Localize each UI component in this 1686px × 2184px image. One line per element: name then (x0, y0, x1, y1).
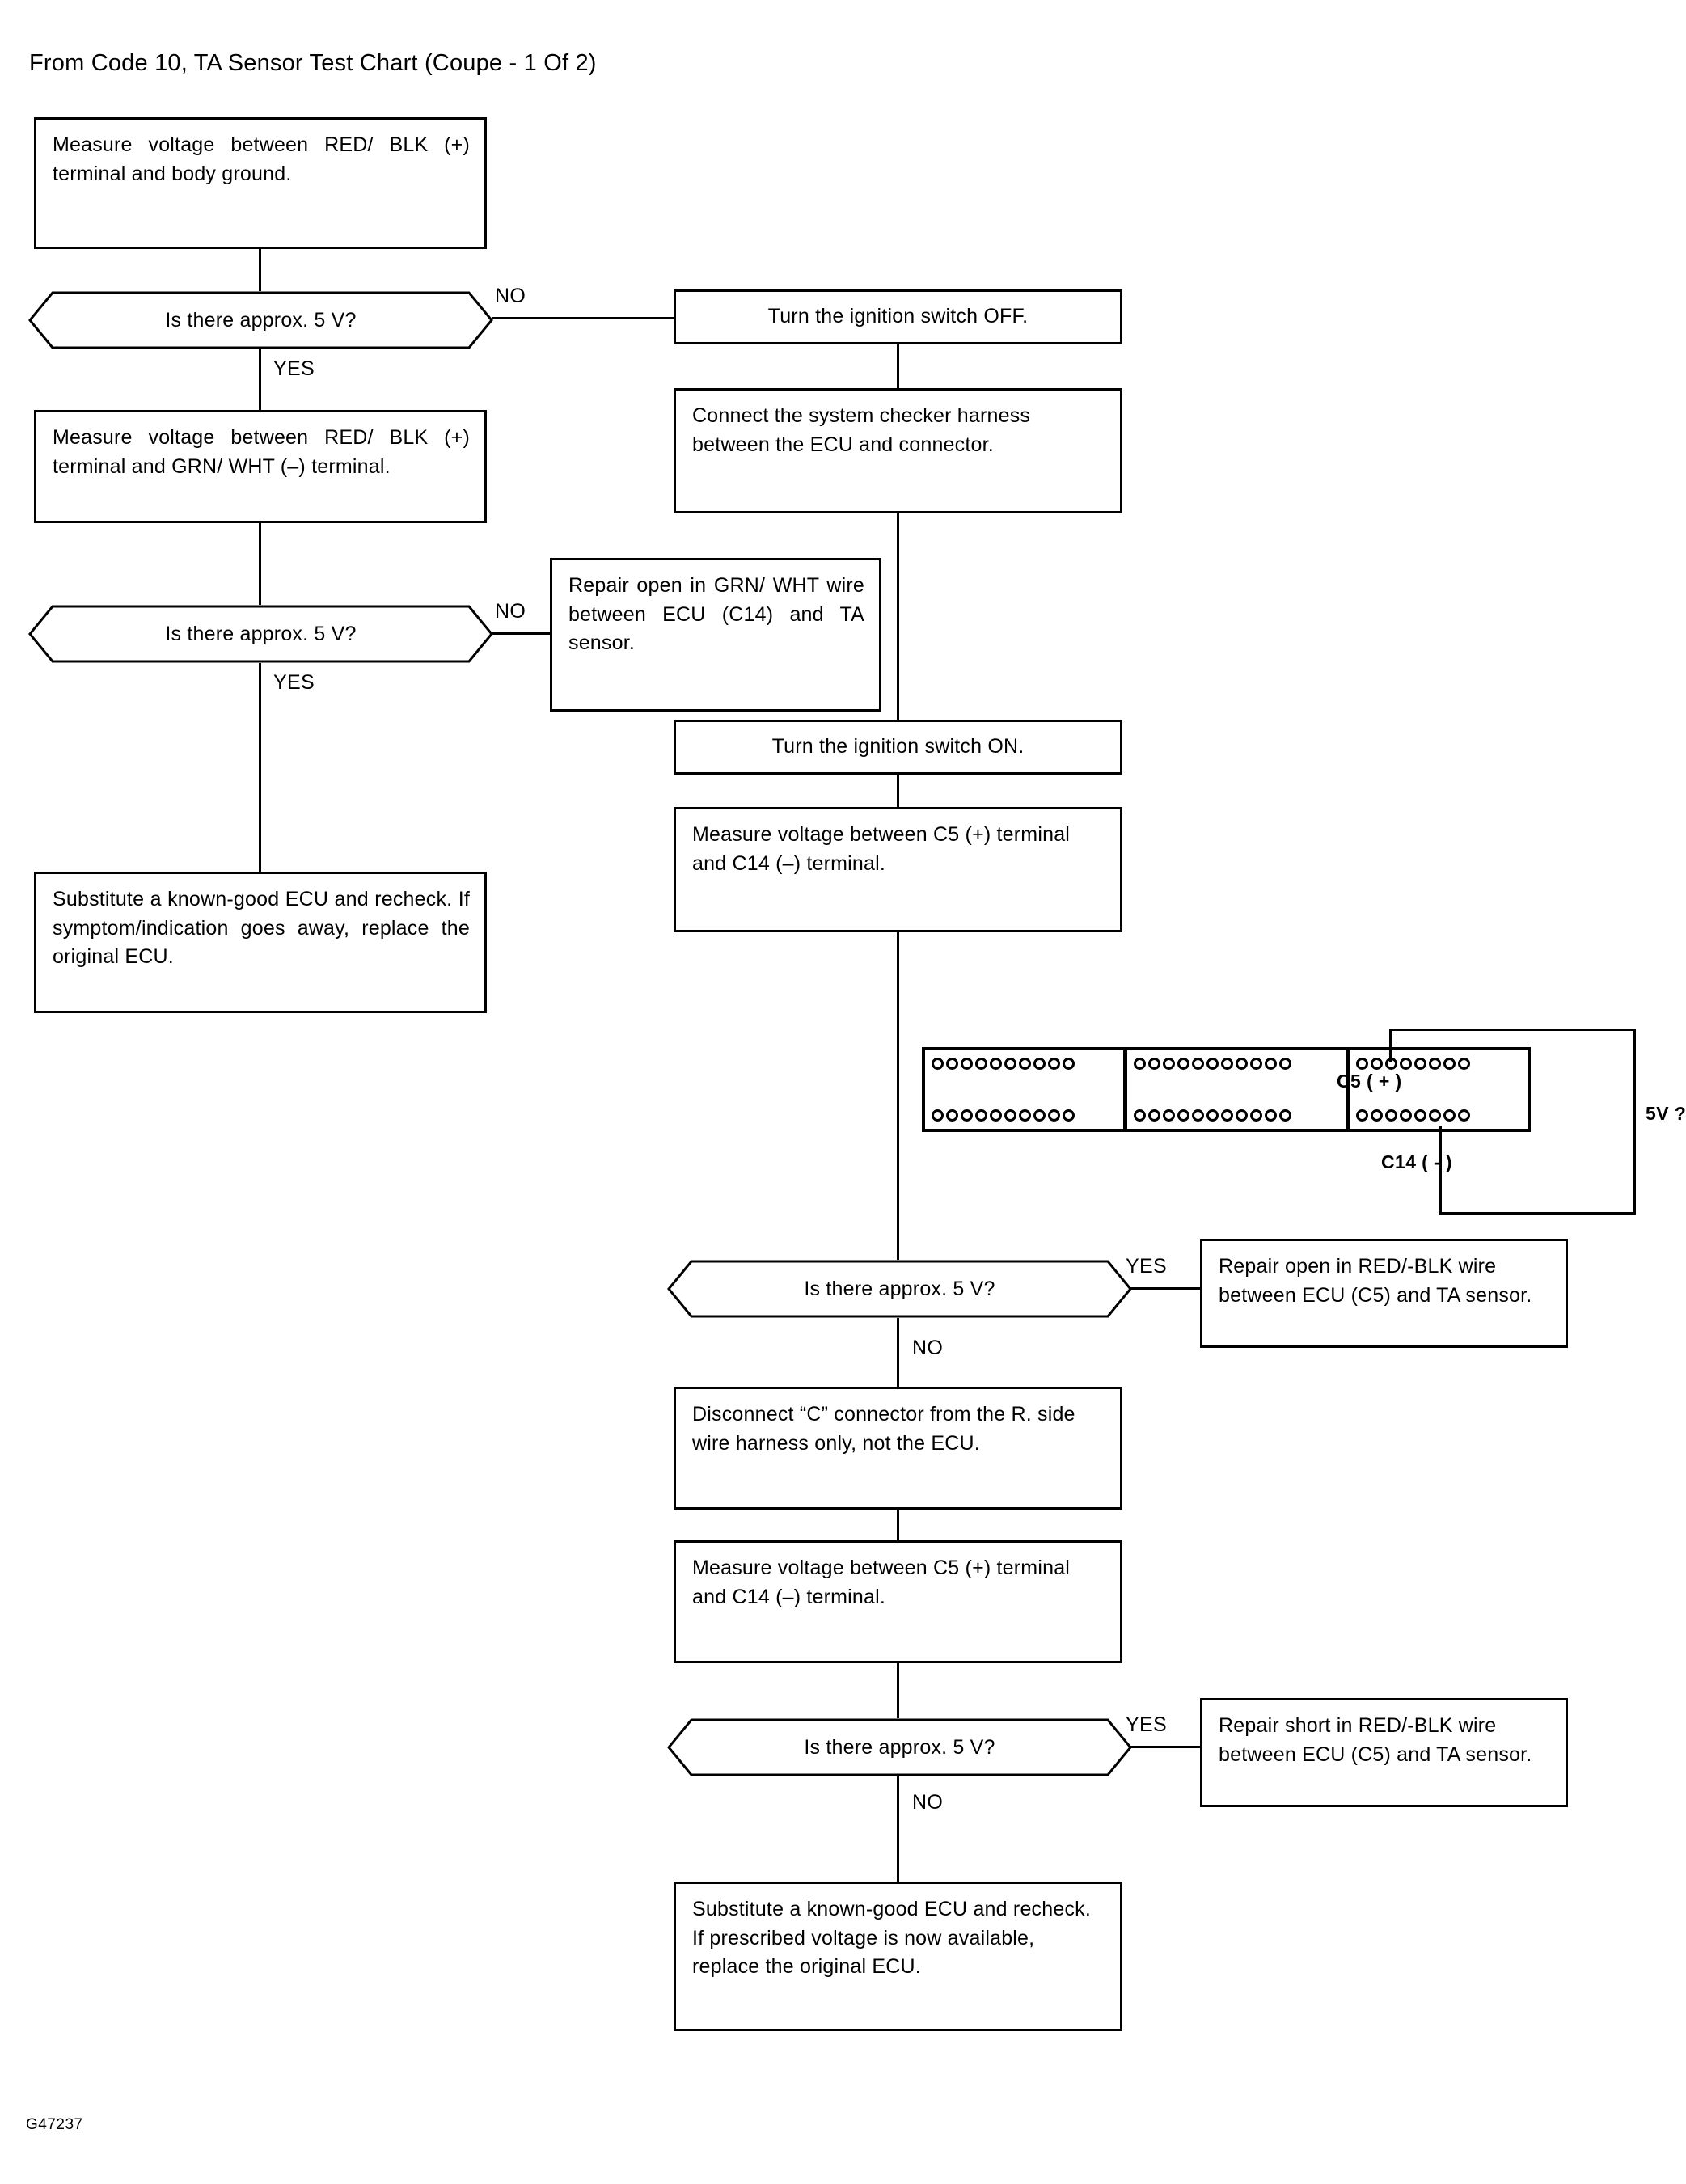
connector-line (259, 523, 261, 605)
pin-row (932, 1058, 1117, 1070)
pin (1265, 1058, 1277, 1070)
pin-row (1134, 1109, 1339, 1122)
pin-row (1356, 1109, 1521, 1122)
step-measure-c5-c14-second: Measure voltage between C5 (+) terminal and C14 (–) terminal. (674, 1540, 1122, 1663)
pin (975, 1058, 987, 1070)
pin (1192, 1109, 1204, 1122)
pin (961, 1109, 973, 1122)
connector-line (1130, 1746, 1200, 1748)
step-ignition-on: Turn the ignition switch ON. (674, 720, 1122, 775)
edge-label-yes-4: YES (1126, 1713, 1167, 1736)
edge-label-no-2: NO (495, 600, 526, 623)
step-substitute-ecu-left: Substitute a known-good ECU and recheck. If symptom/indication goes away, replace the original ECU. (34, 872, 487, 1013)
pin (1356, 1058, 1368, 1070)
pin (1236, 1058, 1248, 1070)
step-disconnect-c-connector: Disconnect “C” connector from the R. side wire harness only, not the ECU. (674, 1387, 1122, 1510)
pin (961, 1058, 973, 1070)
connector-line (897, 513, 899, 720)
edge-label-no-1: NO (495, 285, 526, 307)
pin (1443, 1109, 1456, 1122)
measurement-label: 5V ? (1646, 1103, 1686, 1124)
pin (1206, 1058, 1219, 1070)
decision-label: Is there approx. 5 V? (165, 308, 357, 332)
decision-5v-4 (667, 1718, 1132, 1776)
pin-row (1356, 1058, 1521, 1070)
decision-label: Is there approx. 5 V? (804, 1277, 995, 1300)
pin-row (1134, 1058, 1339, 1070)
pin (1033, 1058, 1046, 1070)
pin (990, 1109, 1002, 1122)
figure-code: G47237 (26, 2116, 83, 2133)
pin (1033, 1109, 1046, 1122)
pin (1048, 1058, 1060, 1070)
step-measure-c5-c14-first: Measure voltage between C5 (+) terminal and C14 (–) terminal. (674, 807, 1122, 932)
decision-5v-1 (28, 291, 493, 349)
edge-label-yes-2: YES (273, 671, 315, 694)
pin (1134, 1109, 1146, 1122)
pin (1458, 1058, 1470, 1070)
pin (990, 1058, 1002, 1070)
edge-label-yes-3: YES (1126, 1255, 1167, 1278)
decision-5v-2 (28, 605, 493, 663)
connector-line (897, 1318, 899, 1387)
pin (975, 1109, 987, 1122)
pin-row (932, 1109, 1117, 1122)
pin (1458, 1109, 1470, 1122)
pin (1177, 1058, 1189, 1070)
pin (1221, 1109, 1233, 1122)
connector-line (897, 1776, 899, 1882)
connector-line (492, 632, 550, 635)
step-repair-short-red-blk: Repair short in RED/-BLK wire between ECU (C5) and TA sensor. (1200, 1698, 1568, 1807)
terminal-label-positive: C5 ( + ) (1337, 1071, 1402, 1092)
pin (946, 1109, 958, 1122)
pin (1279, 1109, 1291, 1122)
connector-line (897, 1663, 899, 1718)
pin (1250, 1109, 1262, 1122)
pin (1177, 1109, 1189, 1122)
connector-body (922, 1047, 1531, 1132)
page-title: From Code 10, TA Sensor Test Chart (Coupe - 1 Of 2) (29, 50, 597, 76)
connector-line (897, 932, 899, 1260)
step-measure-red-blk-grn-wht: Measure voltage between RED/ BLK (+) terminal and GRN/ WHT (–) terminal. (34, 410, 487, 523)
probe-wire-right (1633, 1029, 1636, 1215)
pin (932, 1058, 944, 1070)
edge-label-no-4: NO (912, 1791, 944, 1814)
connector-block-2 (1127, 1050, 1350, 1129)
edge-label-yes-1: YES (273, 357, 315, 380)
pin (1163, 1109, 1175, 1122)
pin (1019, 1109, 1031, 1122)
pin (1206, 1109, 1219, 1122)
decision-5v-3 (667, 1260, 1132, 1318)
terminal-label-negative: C14 ( - ) (1381, 1151, 1452, 1172)
pin (1004, 1058, 1016, 1070)
step-measure-red-blk-ground: Measure voltage between RED/ BLK (+) terminal and body ground. (34, 117, 487, 249)
pin (1004, 1109, 1016, 1122)
connector-line (259, 349, 261, 410)
pin (1371, 1109, 1383, 1122)
connector-line (259, 249, 261, 291)
pin (1414, 1109, 1426, 1122)
pin (1429, 1058, 1441, 1070)
connector-line (897, 775, 899, 807)
pin (1279, 1058, 1291, 1070)
pin (1048, 1109, 1060, 1122)
probe-wire-positive-drop (1389, 1029, 1392, 1062)
pin (1371, 1058, 1383, 1070)
pin (1019, 1058, 1031, 1070)
pin (1236, 1109, 1248, 1122)
pin (1221, 1058, 1233, 1070)
step-connect-checker-harness: Connect the system checker harness between the ECU and connector. (674, 388, 1122, 513)
pin (1429, 1109, 1441, 1122)
pin (1400, 1058, 1412, 1070)
probe-wire-positive (1389, 1029, 1636, 1031)
decision-label: Is there approx. 5 V? (804, 1735, 995, 1759)
pin (1385, 1109, 1397, 1122)
pin (1148, 1058, 1160, 1070)
edge-label-no-3: NO (912, 1337, 944, 1359)
step-repair-open-red-blk: Repair open in RED/-BLK wire between ECU (C5) and TA sensor. (1200, 1239, 1568, 1348)
pin (1163, 1058, 1175, 1070)
pin (1148, 1109, 1160, 1122)
pin (1414, 1058, 1426, 1070)
connector-line (897, 1510, 899, 1540)
pin (1265, 1109, 1277, 1122)
pin (1400, 1109, 1412, 1122)
connector-line (259, 663, 261, 872)
pin (1134, 1058, 1146, 1070)
probe-wire-negative (1439, 1212, 1636, 1215)
decision-label: Is there approx. 5 V? (165, 622, 357, 645)
step-substitute-ecu-bottom: Substitute a known-good ECU and recheck. If prescribed voltage is now available, replace the original ECU. (674, 1882, 1122, 2031)
pin (1356, 1109, 1368, 1122)
connector-line (492, 317, 682, 319)
pin (946, 1058, 958, 1070)
connector-block-1 (925, 1050, 1127, 1129)
step-ignition-off: Turn the ignition switch OFF. (674, 289, 1122, 344)
connector-line (897, 344, 899, 388)
connector-pin-diagram (922, 1029, 1686, 1219)
pin (1192, 1058, 1204, 1070)
pin (1063, 1058, 1075, 1070)
connector-line (1130, 1287, 1200, 1290)
step-repair-open-grn-wht: Repair open in GRN/ WHT wire between ECU (C14) and TA sensor. (550, 558, 881, 712)
pin (932, 1109, 944, 1122)
pin (1063, 1109, 1075, 1122)
pin (1250, 1058, 1262, 1070)
pin (1443, 1058, 1456, 1070)
